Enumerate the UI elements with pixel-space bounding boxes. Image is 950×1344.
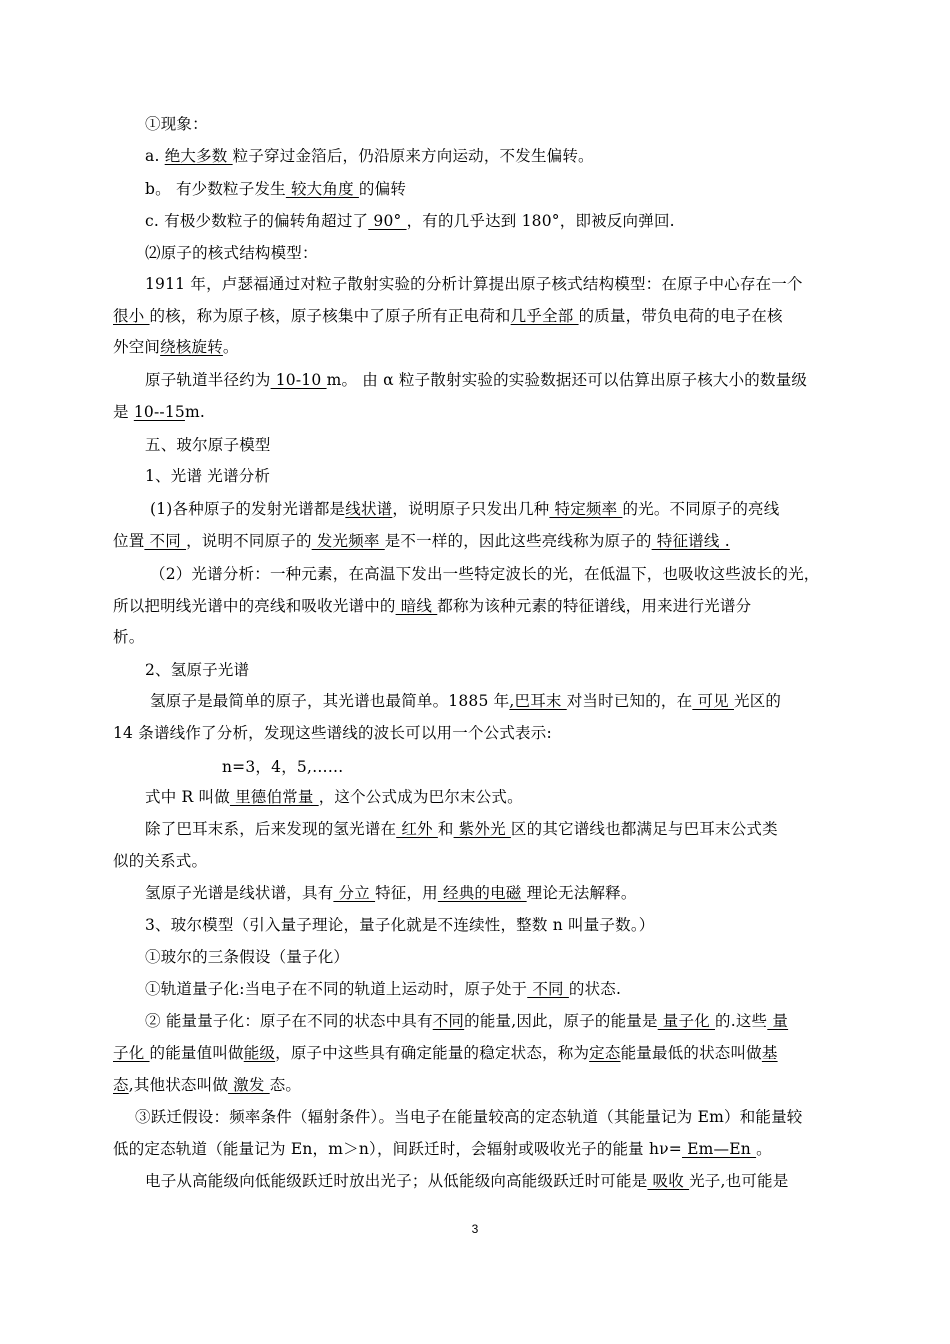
text-segment: 。 — [222, 338, 239, 356]
fill-in-answer: 吸收 — [647, 1172, 690, 1190]
text-segment: m. — [184, 403, 205, 421]
text-segment: 的质量，带负电荷的电子在核 — [578, 307, 783, 325]
text-segment: 氢原子是最简单的原子，其光谱也最简单。1885 年 — [150, 692, 510, 710]
fill-in-answer: 里德伯常量 — [229, 788, 319, 806]
text-segment: 的偏转 — [358, 180, 407, 198]
text-segment: c. 有极少数粒子的偏转角超过了 — [145, 212, 369, 230]
fill-in-answer: 较大角度 — [285, 180, 359, 198]
text-line — [145, 178, 875, 200]
text-line — [145, 946, 875, 968]
text-segment: 所以把明线光谱中的亮线和吸收光谱中的 — [113, 597, 396, 615]
fill-in-answer: 特定频率 — [549, 500, 623, 518]
fill-in-answer: 可见 — [692, 692, 734, 710]
text-segment: ，说明不同原子的 — [186, 532, 312, 550]
text-segment: 2、氢原子光谱 — [145, 661, 250, 679]
text-segment: b。 有少数粒子发生 — [145, 180, 286, 198]
text-segment: 区的其它谱线也都满足与巴耳末公式类 — [510, 820, 778, 838]
text-line — [150, 498, 880, 520]
text-line — [113, 595, 843, 617]
text-segment: 特征，用 — [375, 884, 438, 902]
text-segment: 的光。不同原子的亮线 — [622, 500, 780, 518]
text-line — [145, 465, 875, 487]
text-segment: ①轨道量子化:当电子在不同的轨道上运动时，原子处于 — [145, 980, 528, 998]
page-number: 3 — [471, 1222, 479, 1236]
text-line — [145, 113, 875, 135]
text-line — [145, 882, 875, 904]
text-segment: 的.这些 — [715, 1012, 768, 1030]
fill-in-answer: 不同 — [144, 532, 187, 550]
text-segment: (1)各种原子的发射光谱都是 — [150, 500, 346, 518]
text-segment: 态。 — [269, 1076, 302, 1094]
text-line — [113, 722, 843, 744]
text-segment: 原子轨道半径约为 — [145, 371, 271, 389]
text-segment: 1、光谱 光谱分析 — [145, 467, 271, 485]
text-segment: ，说明原子只发出几种 — [392, 500, 550, 518]
fill-in-answer: 90° — [368, 212, 407, 230]
fill-in-answer: 几乎全部 — [510, 307, 579, 325]
text-line — [145, 659, 875, 681]
text-segment: 五、玻尔原子模型 — [145, 436, 271, 454]
fill-in-answer: 态 — [113, 1076, 129, 1094]
text-segment: n=3，4，5,…… — [222, 758, 344, 776]
fill-in-answer: 发光频率 — [311, 532, 385, 550]
fill-in-answer: 特征谱线 . — [651, 532, 730, 550]
text-line — [145, 434, 875, 456]
text-segment: 外空间 — [113, 338, 161, 356]
fill-in-answer: 线状谱 — [345, 500, 393, 518]
text-line — [145, 978, 875, 1000]
text-segment: 3、玻尔模型（引入量子理论 — [145, 916, 344, 934]
fill-in-answer: 定态 — [589, 1044, 621, 1062]
text-line — [145, 242, 875, 264]
fill-in-answer: 暗线 — [395, 597, 438, 615]
fill-in-answer: 10-10 — [270, 371, 327, 389]
fill-in-answer: 绝大多数 — [164, 147, 233, 165]
text-line — [113, 1042, 843, 1064]
text-segment: ，量子化就是不连续性 — [343, 916, 501, 934]
text-segment: 粒子穿过金箔后，仍沿原来方向运动，不发生偏转。 — [232, 147, 594, 165]
text-line — [113, 530, 843, 552]
text-segment: ①玻尔的三条假设（量子化） — [145, 948, 350, 966]
text-line — [113, 1074, 843, 1096]
fill-in-answer: 基 — [761, 1044, 778, 1062]
text-line — [135, 1106, 865, 1128]
text-segment: 的能量值叫做 — [149, 1044, 244, 1062]
text-line — [113, 850, 843, 872]
fill-in-answer: ,巴耳末 — [509, 692, 567, 710]
fill-in-answer: 子化 — [113, 1044, 150, 1062]
text-segment: 对当时已知的，在 — [566, 692, 693, 710]
fill-in-answer: 紫外光 — [453, 820, 511, 838]
text-segment: 除了巴耳末系，后来发现的氢光谱在 — [145, 820, 397, 838]
text-line — [145, 273, 875, 295]
fill-in-answer: Em—En — [681, 1140, 757, 1158]
text-segment: 和 — [437, 820, 454, 838]
fill-in-answer: 量子化 — [657, 1012, 716, 1030]
text-segment: ③跃迁假设：频率条件（辐射条件）。当电子在能量较高的定态轨道（其能量记为 Em）和能量较 — [135, 1108, 803, 1126]
text-segment: 电子从高能级向低能级跃迁时放出光子；从低能级向高能级跃迁时可能是 — [145, 1172, 648, 1190]
fill-in-answer: 不同 — [527, 980, 569, 998]
text-segment: 光子,也可能是 — [689, 1172, 789, 1190]
text-line — [113, 1138, 843, 1160]
text-segment: 1911 年，卢瑟福通过对粒子散射实验的分析计算提出原子核式结构模型：在原子中心存在一个 — [145, 275, 803, 293]
text-line — [145, 914, 875, 936]
text-line — [113, 305, 843, 327]
text-segment: （2）光谱分析：一种元素，在高温下发出一些特定波长的光，在低温下，也吸收这些波长的光， — [150, 565, 820, 583]
fill-in-answer: 激发 — [228, 1076, 270, 1094]
fill-in-answer: 量 — [767, 1012, 789, 1030]
text-line — [145, 145, 875, 167]
text-line — [145, 786, 875, 808]
text-segment: 是不一样的，因此这些亮线称为原子的 — [384, 532, 652, 550]
text-segment: a. — [145, 147, 165, 165]
text-segment: 。 — [756, 1140, 772, 1158]
text-line — [113, 336, 843, 358]
text-segment: 能量最低的状态叫做 — [620, 1044, 762, 1062]
text-segment: ② 能量量子化：原子在不同的状态中具有 — [145, 1012, 433, 1030]
text-segment: 的核，称为原子核，原子核集中了原子所有正电荷和 — [149, 307, 511, 325]
text-segment: 的能量,因此，原子的能量是 — [464, 1012, 658, 1030]
text-segment: 是 — [113, 403, 134, 421]
fill-in-answer: 10--15 — [133, 403, 185, 421]
text-segment: ,其他状态叫做 — [128, 1076, 229, 1094]
text-segment: 的状态. — [568, 980, 622, 998]
text-line — [145, 210, 875, 232]
text-line — [113, 401, 843, 423]
text-line — [145, 1170, 875, 1192]
text-segment: ⑵原子的核式结构模型： — [145, 244, 318, 262]
text-line — [150, 690, 880, 712]
text-segment: 位置 — [113, 532, 145, 550]
text-line — [145, 369, 875, 391]
text-segment: 式中 R 叫做 — [145, 788, 230, 806]
text-segment: 低的定态轨道（能量记为 En，m＞n），间跃迁时，会辐射或吸收光子的能量 hν= — [113, 1140, 682, 1158]
fill-in-answer: 经典的电磁 — [437, 884, 527, 902]
text-segment: 氢原子光谱是线状谱，具有 — [145, 884, 334, 902]
text-line — [150, 563, 880, 585]
text-segment: 都称为该种元素的特征谱线，用来进行光谱分 — [437, 597, 752, 615]
text-segment: m。 由 α 粒子散射实验的实验数据还可以估算出原子核大小的数量级 — [326, 371, 808, 389]
fill-in-answer: 很小 — [113, 307, 150, 325]
fill-in-answer: 绕核旋转 — [160, 338, 223, 356]
text-line — [145, 1010, 875, 1032]
text-segment: ，原子中这些具有确定能量的稳定状态，称为 — [275, 1044, 590, 1062]
text-segment: 14 条谱线作了分析，发现这些谱线的波长可以用一个公式表示: — [113, 724, 552, 742]
text-segment: 光区的 — [734, 692, 782, 710]
text-segment: ，整数 n 叫量子数。） — [500, 916, 655, 934]
fill-in-answer: 能级 — [243, 1044, 276, 1062]
fill-in-answer: 不同 — [432, 1012, 465, 1030]
text-segment: ，有的几乎达到 180°，即被反向弹回. — [406, 212, 675, 230]
text-segment: 似的关系式。 — [113, 852, 208, 870]
text-segment: ①现象： — [145, 115, 208, 133]
text-line — [145, 818, 875, 840]
text-segment: 析。 — [113, 628, 145, 646]
text-line — [113, 626, 843, 648]
text-line — [222, 756, 950, 778]
fill-in-answer: 分立 — [333, 884, 376, 902]
text-segment: 理论无法解释。 — [526, 884, 637, 902]
fill-in-answer: 红外 — [396, 820, 438, 838]
text-segment: ，这个公式成为巴尔末公式。 — [318, 788, 523, 806]
